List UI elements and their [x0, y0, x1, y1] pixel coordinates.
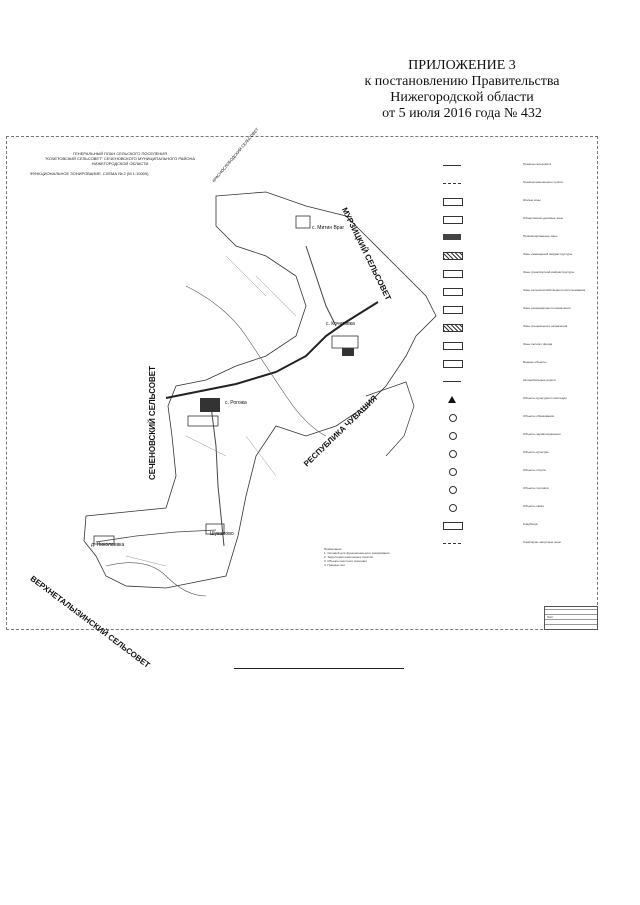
place-label-rogoza: с. Рогожа [225, 400, 247, 406]
map-title [30, 151, 210, 166]
district-boundary [366, 382, 414, 456]
region-label-sechenovsky: СЕЧЕНОВСКИЙ СЕЛЬСОВЕТ [148, 365, 157, 480]
legend-item [443, 450, 593, 457]
legend-label: Общественно-деловые зоны [523, 216, 564, 220]
legend-symbol [443, 324, 463, 332]
legend-symbol [443, 252, 463, 260]
secondary-road [306, 246, 336, 326]
legend-symbol [443, 270, 463, 278]
legend-label: Объекты спорта [523, 468, 546, 472]
legend-symbol [443, 378, 461, 382]
map-subtitle: ФУНКЦИОНАЛЬНОЕ ЗОНИРОВАНИЕ. СХЕМА № 2 (М 1:10000) [30, 171, 149, 176]
legend-label: Объекты торговли [523, 486, 549, 490]
legend-item [443, 270, 593, 277]
legend-label: Объекты связи [523, 504, 544, 508]
legend-item [443, 216, 593, 223]
map-notes [324, 547, 414, 567]
legend-item [443, 540, 593, 547]
region-label-chuvashia: РЕСПУБЛИКА ЧУВАШИЯ [302, 393, 379, 469]
region-label-verkhnetalyzinsky: ВЕРХНЕТАЛЫЗИНСКИЙ СЕЛЬСОВЕТ [28, 574, 152, 670]
legend-item [443, 522, 593, 529]
legend-item [443, 360, 593, 367]
legend-label: Граница сельсовета [523, 162, 552, 166]
legend-symbol [449, 414, 457, 422]
legend-item [443, 162, 593, 169]
legend-symbol [449, 468, 457, 476]
legend-symbol [443, 180, 461, 184]
map-title-line: ГЕНЕРАЛЬНЫЙ ПЛАН СЕЛЬСКОГО ПОСЕЛЕНИЯ [72, 151, 168, 156]
legend-item [443, 396, 593, 403]
place-label-kochetovka: с. Кочетовка [326, 321, 355, 327]
legend-label: Зоны сельскохозяйственного использования [523, 288, 586, 292]
legend-label: Санитарно-защитные зоны [523, 540, 561, 544]
legend-label: Зоны лесного фонда [523, 342, 553, 346]
place-label-mitin-vrag: с. Митин Враг [312, 225, 345, 231]
legend-item [443, 486, 593, 493]
legend-label: Жилые зоны [523, 198, 541, 202]
legend-symbol [449, 504, 457, 512]
legend-label: Зоны рекреационного назначения [523, 306, 571, 310]
legend-item [443, 180, 593, 187]
river [106, 563, 206, 596]
legend-label: Зоны инженерной инфраструктуры [523, 252, 573, 256]
map-sheet [6, 126, 602, 670]
legend-label: Граница населенного пункта [523, 180, 563, 184]
document-header [342, 58, 582, 122]
place-label-nikolaevka: д. Николаевка [91, 542, 125, 548]
legend-label: Объекты культуры [523, 450, 549, 454]
legend-symbol [443, 540, 461, 544]
legend-item [443, 378, 593, 385]
note-line: 3. Объекты местного значения [324, 559, 367, 563]
legend-symbol [443, 306, 463, 314]
legend-label: Объекты здравоохранения [523, 432, 561, 436]
region-line: Нижегородской области [390, 90, 534, 105]
place-label-shuvalovo: Шувалово [210, 531, 234, 537]
stamp-text: Лист [547, 615, 554, 619]
legend-item [443, 198, 593, 205]
legend-symbol [443, 234, 461, 240]
legend-symbol [443, 198, 463, 206]
legend-item [443, 324, 593, 331]
legend-symbol [449, 486, 457, 494]
legend-item [443, 432, 593, 439]
legend-label: Водные объекты [523, 360, 547, 364]
bottom-rule [234, 668, 404, 669]
legend-item [443, 468, 593, 475]
legend-symbol [443, 216, 463, 224]
note-line: 1. Основой для функционального зонирования [324, 551, 390, 555]
legend-symbol [449, 450, 457, 458]
legend-label: Объекты культурного наследия [523, 396, 567, 400]
note-line: Примечание: [324, 547, 343, 551]
legend-label: Зоны транспортной инфраструктуры [523, 270, 575, 274]
map-legend [443, 142, 593, 542]
legend-label: Автомобильные дороги [523, 378, 556, 382]
legend-item [443, 342, 593, 349]
appendix-title: ПРИЛОЖЕНИЕ 3 [408, 58, 516, 73]
date-line: от 5 июля 2016 года № 432 [382, 106, 542, 121]
settlement-mitin-vrag [296, 216, 310, 228]
legend-item [443, 306, 593, 313]
note-line: 2. Территории населенных пунктов [324, 555, 373, 559]
legend-symbol [449, 432, 457, 440]
legend-item [443, 234, 593, 241]
legend-symbol [443, 522, 463, 530]
legend-label: Кладбища [523, 522, 538, 526]
legend-item [443, 288, 593, 295]
legend-label: Производственные зоны [523, 234, 558, 238]
resolution-line: к постановлению Правительства [364, 74, 560, 89]
legend-symbol [443, 162, 461, 166]
legend-item [443, 504, 593, 511]
title-block-stamp [544, 606, 598, 630]
region-label-murzitsky: МУРЗИЦКИЙ СЕЛЬСОВЕТ [339, 206, 393, 302]
legend-label: Зоны специального назначения [523, 324, 568, 328]
road-south [211, 406, 224, 546]
legend-item [443, 252, 593, 259]
legend-symbol [443, 342, 463, 350]
settlement-kochetovka [332, 336, 358, 356]
legend-symbol [448, 396, 456, 403]
legend-label: Объекты образования [523, 414, 555, 418]
map-title-line: НИЖЕГОРОДСКОЙ ОБЛАСТИ [91, 161, 149, 166]
legend-symbol [443, 360, 463, 368]
settlement-rogoza [188, 398, 220, 426]
map-title-line: "КОЧЕТОВСКИЙ СЕЛЬСОВЕТ" СЕЧЕНОВСКОГО МУНИЦИПАЛЬНОГО РАЙОНА [45, 156, 195, 161]
legend-symbol [443, 288, 463, 296]
region-label-krasnoslobodsky: КРАСНОСЛОБОДСКИЙ СЕЛЬСОВЕТ [211, 126, 260, 184]
legend-item [443, 414, 593, 421]
note-line: 4. Границы зон [324, 563, 345, 567]
